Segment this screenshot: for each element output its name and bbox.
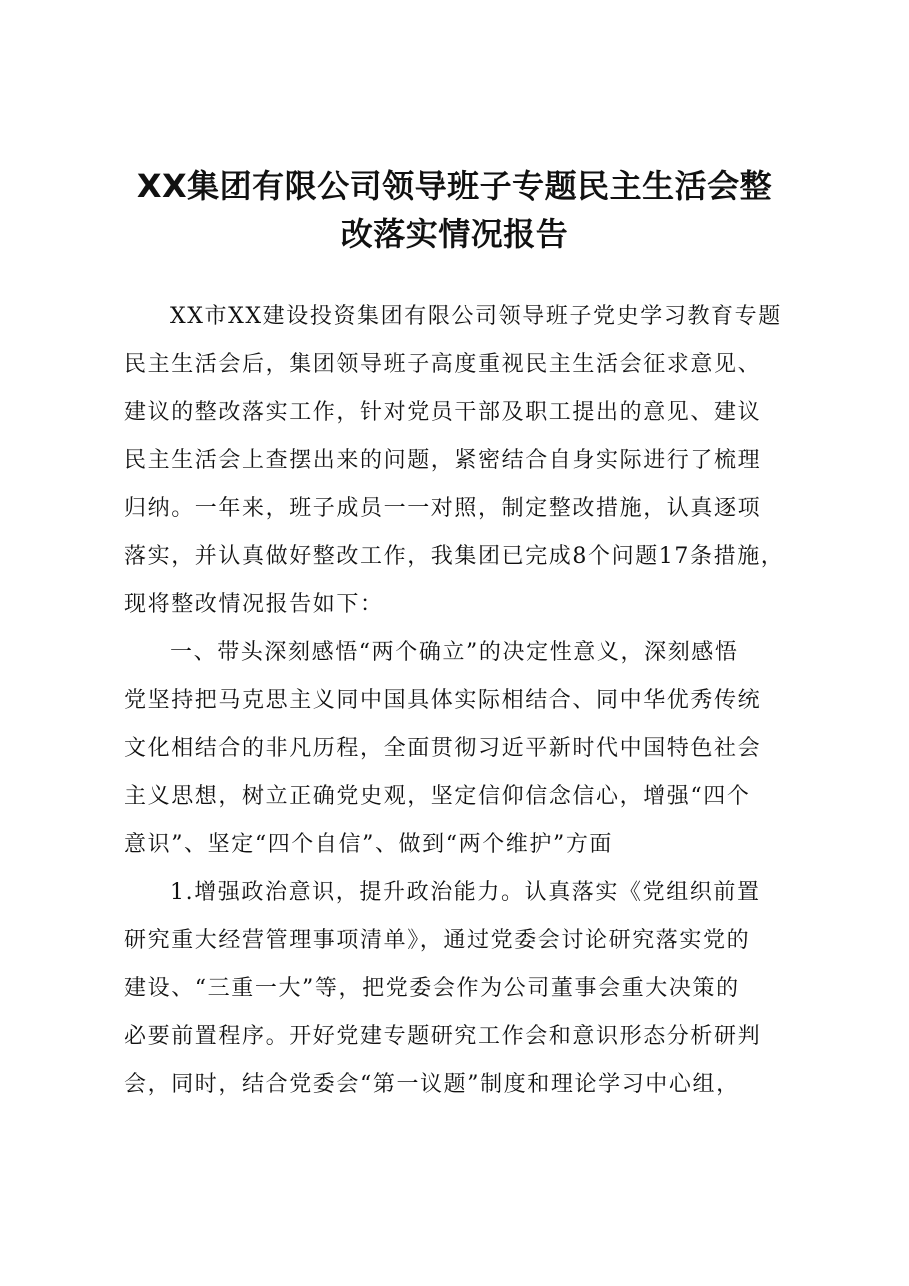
paragraph-1-line-5: 归纳。一年来，班子成员一一对照，制定整改措施，认真逐项 [124, 496, 762, 521]
section-1-heading-line-5: 意识”、坚定“四个自信”、做到“两个维护”方面 [124, 832, 614, 857]
section-1-heading-line-4: 主义思想，树立正确党史观，坚定信仰信念信心，增强“四个 [124, 784, 751, 809]
item-1-line-2: 研究重大经营管理事项清单》，通过党委会讨论研究落实党的 [124, 928, 751, 953]
paragraph-1-line-7: 现将整改情况报告如下： [124, 592, 384, 617]
section-1-heading-line-1: 一、带头深刻感悟“两个确立”的决定性意义，深刻感悟 [170, 640, 739, 665]
section-1-heading-line-2: 党坚持把马克思主义同中国具体实际相结合、同中华优秀传统 [124, 688, 762, 713]
item-1-line-4: 必要前置程序。开好党建专题研究工作会和意识形态分析研判 [124, 1024, 762, 1049]
paragraph-1-line-3: 建议的整改落实工作，针对党员干部及职工提出的意见、建议 [124, 400, 762, 425]
item-1-line-5: 会，同时，结合党委会“第一议题”制度和理论学习中心组， [124, 1072, 740, 1097]
item-1-line-3: 建设、“三重一大”等，把党委会作为公司董事会重大决策的 [124, 976, 740, 1001]
paragraph-1-line-1: XX市XX建设投资集团有限公司领导班子党史学习教育专题 [170, 304, 782, 329]
document-title-line-1: XX集团有限公司领导班子专题民主生活会整 [136, 167, 773, 205]
document-title-line-2: 改落实情况报告 [340, 215, 569, 253]
paragraph-1-line-2: 民主生活会后，集团领导班子高度重视民主生活会征求意见、 [124, 352, 762, 377]
paragraph-1-line-6: 落实，并认真做好整改工作，我集团已完成8个问题17条措施， [124, 544, 785, 569]
paragraph-1-line-4: 民主生活会上查摆出来的问题，紧密结合自身实际进行了梳理 [124, 448, 762, 473]
item-1-line-1: 1.增强政治意识，提升政治能力。认真落实《党组织前置 [170, 880, 761, 905]
section-1-heading-line-3: 文化相结合的非凡历程，全面贯彻习近平新时代中国特色社会 [124, 736, 762, 761]
